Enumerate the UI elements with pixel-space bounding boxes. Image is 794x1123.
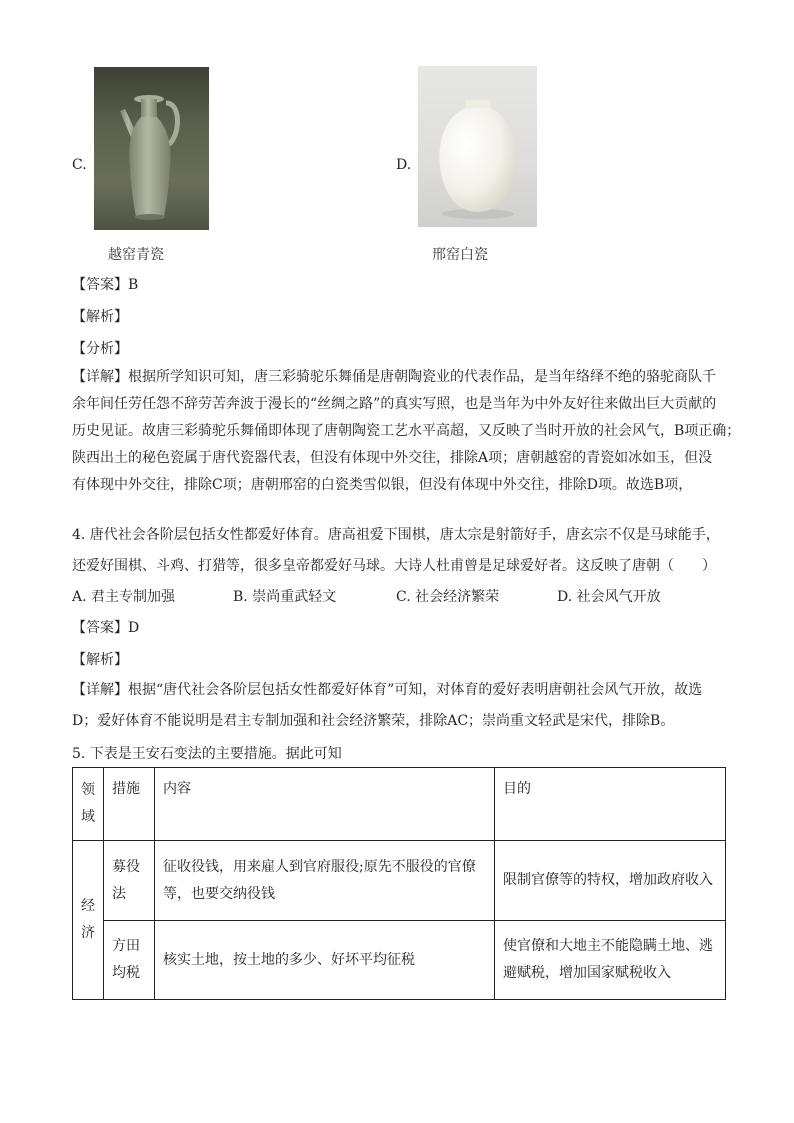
q3-analysis-heading: 【解析】 — [72, 309, 128, 325]
q4-option-a: A. 君主专制加强 — [72, 589, 176, 605]
content-cell: 征收役钱，用来雇人到官府服役;原先不服役的官僚等，也要交纳役钱 — [155, 841, 495, 921]
option-d-letter: D. — [396, 157, 412, 173]
celadon-ewer-icon — [94, 67, 209, 230]
q4-stem-line: 4. 唐代社会各阶层包括女性都爱好体育。唐高祖爱下围棋，唐太宗是射箭好手，唐玄宗不仅是马球能手， — [72, 527, 720, 543]
q4-detail-line: 【详解】根据“唐代社会各阶层包括女性都爱好体育”可知，对体育的爱好表明唐朝社会风气开放，故选 — [72, 682, 703, 698]
q3-detail — [72, 364, 740, 499]
q3-detail-line: 有体现中外交往，排除C项；唐朝邢窑的白瓷类雪似银，但没有体现中外交往，排除D项。故选B项， — [72, 477, 693, 493]
q4-stem-line: 还爱好围棋、斗鸡、打猎等，很多皇帝都爱好马球。大诗人杜甫曾是足球爱好者。这反映了唐朝（ ） — [72, 558, 716, 574]
q3-detail-line: 【详解】根据所学知识可知，唐三彩骑驼乐舞俑是唐朝陶瓷业的代表作品，是当年络绎不绝的骆驼商队千 — [72, 369, 716, 385]
table-header-row — [73, 768, 726, 841]
q4-stem — [72, 522, 720, 580]
q4-analysis-heading: 【解析】 — [72, 652, 128, 668]
q3-detail-line: 余年间任劳任怨不辞劳苦奔波于漫长的“丝绸之路”的真实写照，也是当年为中外友好往来做出巨大贡献的 — [72, 396, 717, 412]
option-c-caption: 越窑青瓷 — [108, 247, 164, 263]
white-porcelain-vase-image — [418, 66, 537, 227]
q3-answer: 【答案】B — [72, 277, 139, 293]
header-purpose: 目的 — [495, 768, 726, 841]
q4-detail — [72, 677, 702, 735]
celadon-vase-image — [94, 67, 209, 230]
q3-analysis-subheading: 【分析】 — [72, 341, 128, 357]
measure-cell: 募役法 — [104, 841, 155, 921]
q3-detail-line: 历史见证。故唐三彩骑驼乐舞俑即体现了唐朝陶瓷工艺水平高超，又反映了当时开放的社会风气，B项正确； — [72, 423, 741, 439]
purpose-cell: 限制官僚等的特权，增加政府收入 — [495, 841, 726, 921]
option-d-caption: 邢窑白瓷 — [432, 247, 488, 263]
q4-detail-line: D；爱好体育不能说明是君主专制加强和社会经济繁荣，排除AC；崇尚重文轻武是宋代，排除B。 — [72, 713, 675, 729]
option-c-letter: C. — [72, 157, 87, 173]
table-row — [73, 921, 726, 1000]
q5-stem: 5. 下表是王安石变法的主要措施。据此可知 — [72, 746, 342, 762]
table-row — [73, 841, 726, 921]
header-measure: 措施 — [104, 768, 155, 841]
content-cell: 核实土地，按土地的多少、好坏平均征税 — [155, 921, 495, 1000]
q4-answer: 【答案】D — [72, 620, 140, 636]
purpose-cell: 使官僚和大地主不能隐瞒土地、逃避赋税，增加国家赋税收入 — [495, 921, 726, 1000]
white-vase-icon — [418, 66, 537, 227]
measure-cell: 方田均税 — [104, 921, 155, 1000]
q4-option-d: D. 社会风气开放 — [557, 589, 661, 605]
field-economy: 经济 — [73, 841, 104, 1000]
header-field: 领域 — [73, 768, 104, 841]
header-content: 内容 — [155, 768, 495, 841]
reform-measures-table — [72, 767, 726, 1000]
q3-detail-line: 陕西出土的秘色瓷属于唐代瓷器代表，但没有体现中外交往，排除A项；唐朝越窑的青瓷如冰如玉，但没 — [72, 450, 713, 466]
q4-option-c: C. 社会经济繁荣 — [396, 589, 500, 605]
q4-option-b: B. 崇尚重武轻文 — [233, 589, 337, 605]
